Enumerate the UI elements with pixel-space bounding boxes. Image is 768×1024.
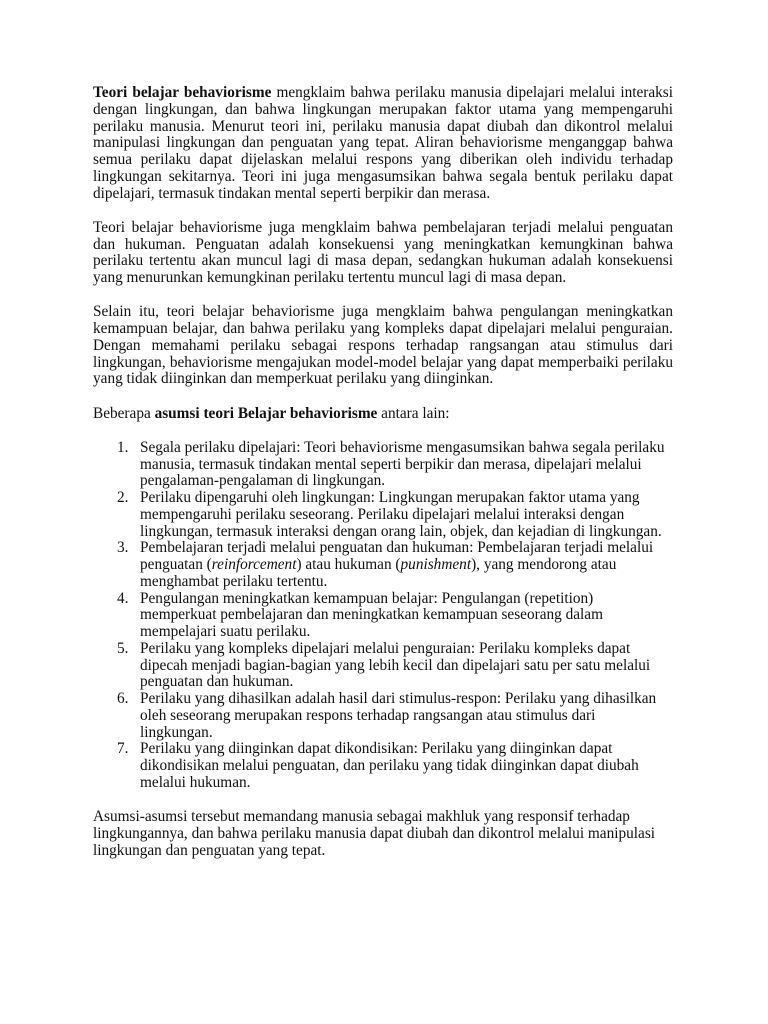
assumption-number: 3. [117,539,129,557]
assumptions-intro [93,406,673,423]
assumption-item-1 [93,440,673,490]
assumption-item-2 [93,490,673,540]
assumption-text-end: ), yang mendorong atau menghambat perilaku tertentu. [140,556,617,590]
assumption-number: 7. [117,740,129,758]
assumptions-intro-before: Beberapa [93,404,155,422]
assumption-item-4 [93,591,673,641]
intro-text: mengklaim bahwa perilaku manusia dipelajari melalui interaksi dengan lingkungan, dan bahwa lingkungan merupakan faktor utama yang mempengaruhi perilaku manusia. Menurut teori ini, perilaku manusia dapat diubah dan dikontrol melalui manipulasi lingkungan dan penguatan yang tepat. Aliran behaviorisme menganggap bahwa semua perilaku dapat dijelaskan melalui respons yang diberikan oleh individu terhadap lingkungan sekitarnya. Teori ini juga mengasumsikan bahwa segala bentuk perilaku dapat dipelajari, termasuk tindakan mental seperti berpikir dan merasa. [93,84,673,202]
intro-paragraph [93,85,673,202]
assumptions-intro-after: antara lain: [377,404,450,422]
assumption-number: 1. [117,438,129,456]
assumption-term-punishment: punishment [400,556,472,573]
assumptions-intro-bold: asumsi teori Belajar behaviorisme [154,404,378,422]
assumption-text: Segala perilaku dipelajari: Teori behaviorisme mengasumsikan bahwa segala perilaku manusia, termasuk tindakan mental seperti berpikir dan merasa, dipelajari melalui pengalaman-pengalaman di lingkungan. [140,438,665,490]
assumption-text-mid: ) atau hukuman ( [296,556,401,573]
reinforcement-paragraph: Teori belajar behaviorisme juga mengklaim bahwa pembelajaran terjadi melalui penguatan dan hukuman. Penguatan adalah konsekuensi yang meningkatkan kemungkinan bahwa perilaku tertentu akan muncul lagi di masa depan, sedangkan hukuman adalah konsekuensi yang menurunkan kemungkinan perilaku tertentu muncul lagi di masa depan. [93,218,673,286]
assumption-text: Perilaku yang diinginkan dapat dikondisikan: Perilaku yang diinginkan dapat dikondisikan melalui penguatan, dan perilaku yang tidak diinginkan dapat diubah melalui hukuman. [140,740,639,791]
assumption-number: 4. [117,589,129,607]
assumption-text: Pembelajaran terjadi melalui penguatan dan hukuman: Pembelajaran terjadi melalui penguatan ( [140,539,654,573]
assumption-text: Perilaku yang kompleks dipelajari melalui penguraian: Perilaku kompleks dapat dipecah menjadi bagian-bagian yang lebih kecil dan dipelajari satu per satu melalui penguatan dan hukuman. [140,639,651,691]
assumption-text: Perilaku yang dihasilkan adalah hasil dari stimulus-respon: Perilaku yang dihasilkan oleh seseorang merupakan respons terhadap rangsangan atau stimulus dari lingkungan. [140,690,657,741]
assumption-item-3 [93,540,673,590]
intro-term: Teori belajar behaviorisme [93,84,272,101]
conclusion-paragraph: Asumsi-asumsi tersebut memandang manusia sebagai makhluk yang responsif terhadap lingkungannya, dan bahwa perilaku manusia dapat diubah dan dikontrol melalui manipulasi lingkungan dan penguatan yang tepat. [93,808,656,859]
document-body [93,85,673,877]
repetition-paragraph: Selain itu, teori belajar behaviorisme juga mengklaim bahwa pengulangan meningkatkan kemampuan belajar, dan bahwa perilaku yang kompleks dapat dipelajari melalui penguraian. Dengan memahami perilaku sebagai respons terhadap rangsangan atau stimulus dari lingkungan, behaviorisme mengajukan model-model belajar yang dapat memperbaiki perilaku yang tidak diinginkan dan memperkuat perilaku yang diinginkan. [93,303,673,388]
assumptions-list [93,440,673,792]
assumption-text: Perilaku dipengaruhi oleh lingkungan: Lingkungan merupakan faktor utama yang mempengaruhi perilaku seseorang. Perilaku dipelajari melalui interaksi dengan lingkungan, termasuk interaksi dengan orang lain, objek, dan kejadian di lingkungan. [140,489,662,540]
assumption-text: Pengulangan meningkatkan kemampuan belajar: Pengulangan (repetition) memperkuat pembelajaran dan meningkatkan kemampuan seseorang dalam mempelajari suatu perilaku. [140,589,603,640]
assumption-number: 5. [117,639,129,657]
assumption-number: 2. [117,489,129,506]
assumption-item-5 [93,641,673,691]
assumption-item-7 [93,741,673,791]
assumption-item-6 [93,691,673,741]
assumption-number: 6. [117,690,129,707]
assumption-term-reinforcement: reinforcement [211,556,297,573]
